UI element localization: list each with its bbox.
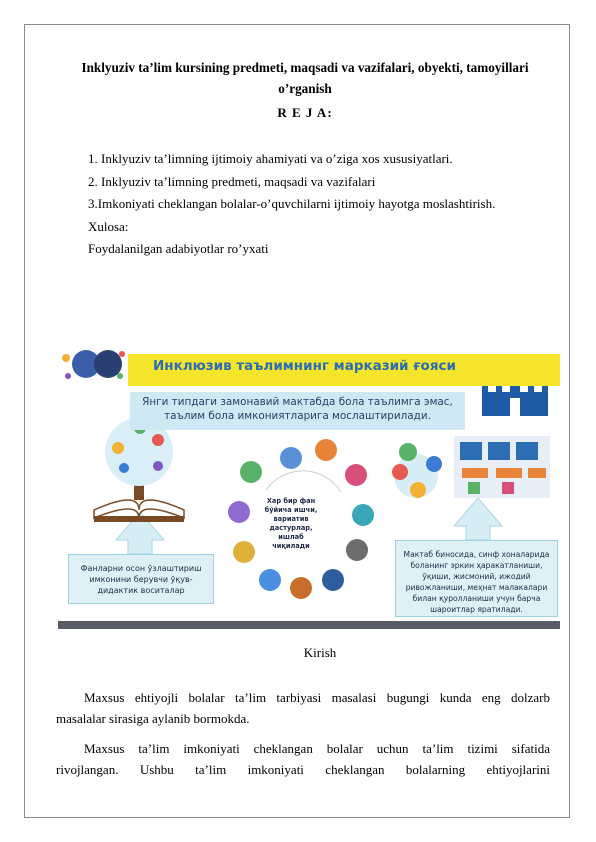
plan-list (88, 150, 495, 263)
paragraph-line: rivojlangan. Ushbu ta’lim imkoniyati cheklangan bolalarning ehtiyojlarini (56, 762, 550, 777)
right-caption-line: ўқиши, жисмоний, ижодий (422, 572, 531, 581)
banner-title: Инклюзив таълимнинг марказий ғояси (153, 358, 456, 374)
plan-item: 2. Inklyuziv ta’limning predmeti, maqsadi va vazifalari (88, 173, 376, 189)
right-caption-line: ривожланиши, меҳнат малакалари (405, 583, 548, 592)
center-caption-line: Хар бир фан (266, 497, 316, 505)
center-caption-line: дастурлар, (269, 524, 313, 532)
center-caption (254, 497, 328, 551)
paragraph-line: masalalar sirasiga aylanib bormokda. (56, 711, 250, 726)
plan-item: Foydalanilgan adabiyotlar ro’yxati (88, 241, 269, 256)
right-caption-line: Мактаб биносида, синф хоналарида (403, 550, 550, 559)
right-caption-line: билан қуролланиши учун барча (412, 594, 541, 603)
right-caption-line: шароитлар яратилади. (430, 605, 523, 614)
infographic-banner (58, 340, 560, 630)
center-caption-line: чиқилади (272, 542, 310, 550)
classroom-illustration (392, 436, 550, 498)
banner-subtitle (130, 395, 465, 423)
plan-item: 1. Inklyuziv ta’limning ijtimoiy ahamiyati va o’ziga xos xususiyatlari. (88, 151, 453, 166)
up-arrow-icon (454, 498, 502, 540)
center-caption-line: вариатив (273, 515, 309, 523)
document-title: Inklyuziv ta’lim kursining predmeti, maqsadi va vazifalari, obyekti, tamoyillari o’rganish (81, 60, 529, 96)
left-caption-line: дидактик воситалар (97, 586, 185, 595)
plan-item: Xulosa: (88, 218, 129, 234)
paragraph (56, 738, 550, 780)
tree-book-icon (94, 418, 184, 522)
banner-footer-bar (58, 621, 560, 629)
paragraph-line: Maxsus ehtiyojli bolalar ta’lim tarbiyasi masalasi bugungi kunda eng dolzarb (84, 690, 550, 705)
head-icon (94, 350, 122, 378)
right-caption (395, 540, 558, 617)
right-caption-line: боланинг эркин ҳаракатланиши, (410, 561, 543, 570)
left-caption-line: имконини берувчи ўқув- (89, 575, 193, 584)
banner-subtitle-line: Янги типдаги замонавий мактабда бола таълимга эмас, (142, 396, 453, 408)
left-caption-line: Фанларни осон ўзлаштириш (80, 564, 202, 573)
left-caption (68, 554, 214, 604)
paragraph-line: Maxsus ta’lim imkoniyati cheklangan bolalar uchun ta’lim tizimi sifatida (84, 741, 550, 756)
section-heading-kirish: Kirish (303, 645, 337, 660)
plan-heading: R E J A: (277, 105, 333, 120)
center-caption-line: ишлаб (278, 533, 304, 541)
banner-subtitle-line: таълим бола имкониятларига мослаштирилади. (164, 410, 431, 422)
paragraph (56, 687, 550, 729)
center-caption-line: бўйича ишчи, (264, 506, 318, 514)
plan-item: 3.Imkoniyati cheklangan bolalar-o’quvchilarni ijtimoiy hayotga moslashtirish. (88, 196, 496, 211)
